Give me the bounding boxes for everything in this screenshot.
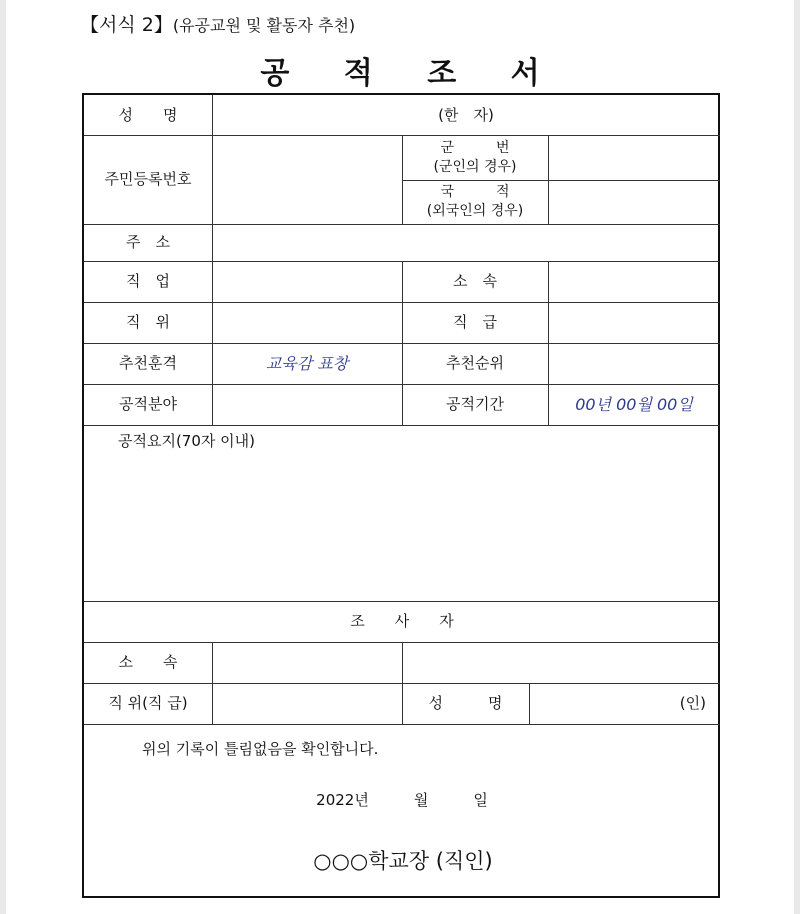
form-subtitle: (유공교원 및 활동자 추천) — [172, 16, 356, 35]
hanja-label: (한 자) — [438, 105, 494, 124]
affiliation-label: 소 속 — [453, 272, 497, 291]
rank-label: 직 급 — [453, 313, 497, 332]
military-number-label — [402, 135, 548, 180]
nationality-value[interactable] — [548, 180, 720, 224]
order-value[interactable] — [548, 343, 720, 384]
field-label: 공적분야 — [119, 395, 177, 414]
page-title: 공 적 조 서 — [260, 56, 562, 91]
rank-value[interactable] — [548, 302, 720, 343]
affiliation-value[interactable] — [548, 261, 720, 302]
military-number-label-sub: (군인의 경우) — [433, 158, 517, 175]
position-label: 직 위 — [126, 313, 170, 332]
investigator-name-label: 성 명 — [428, 694, 503, 713]
award-label: 추천훈격 — [119, 354, 177, 373]
form-number: 【서식 2】 — [80, 14, 173, 36]
period-label: 공적기간 — [446, 395, 504, 414]
nationality-label-sub: (외국인의 경우) — [426, 203, 524, 219]
position-value[interactable] — [212, 302, 402, 343]
merit-record-form — [82, 93, 720, 898]
occupation-value[interactable] — [212, 261, 402, 302]
nationality-label — [402, 180, 548, 224]
confirmation-statement: 위의 기록이 틀림없음을 확인합니다. — [142, 739, 379, 758]
occupation-label: 직 업 — [126, 272, 170, 291]
award-value[interactable]: 교육감 표창 — [265, 353, 349, 373]
summary-area[interactable] — [84, 425, 720, 601]
investigator-position-value[interactable] — [212, 683, 402, 724]
order-label: 추천순위 — [446, 354, 504, 373]
period-value[interactable]: 00년 00월 00일 — [575, 394, 693, 414]
name-label: 성 명 — [118, 105, 178, 124]
address-label: 주 소 — [126, 233, 170, 252]
address-value[interactable] — [212, 224, 720, 261]
investigator-section-title: 조 사 자 — [350, 612, 454, 631]
investigator-position-label: 직 위(직 급) — [108, 694, 188, 713]
investigator-affiliation-value[interactable] — [212, 642, 402, 683]
military-number-label-top: 군 번 — [440, 139, 510, 156]
confirmation-date: 2022년 월 일 — [316, 790, 488, 809]
rrn-label: 주민등록번호 — [104, 170, 192, 189]
summary-label: 공적요지(70자 이내) — [118, 432, 255, 450]
field-value[interactable] — [212, 384, 402, 425]
rrn-value[interactable] — [212, 135, 402, 224]
form-header — [80, 10, 355, 37]
nationality-label-top: 국 적 — [440, 184, 510, 201]
investigator-affiliation-label: 소 속 — [118, 653, 178, 672]
investigator-seal[interactable]: (인) — [679, 694, 706, 713]
military-number-value[interactable] — [548, 135, 720, 180]
investigator-affiliation-extra[interactable] — [402, 642, 720, 683]
principal-signature: ○○○학교장 (직인) — [313, 849, 493, 873]
